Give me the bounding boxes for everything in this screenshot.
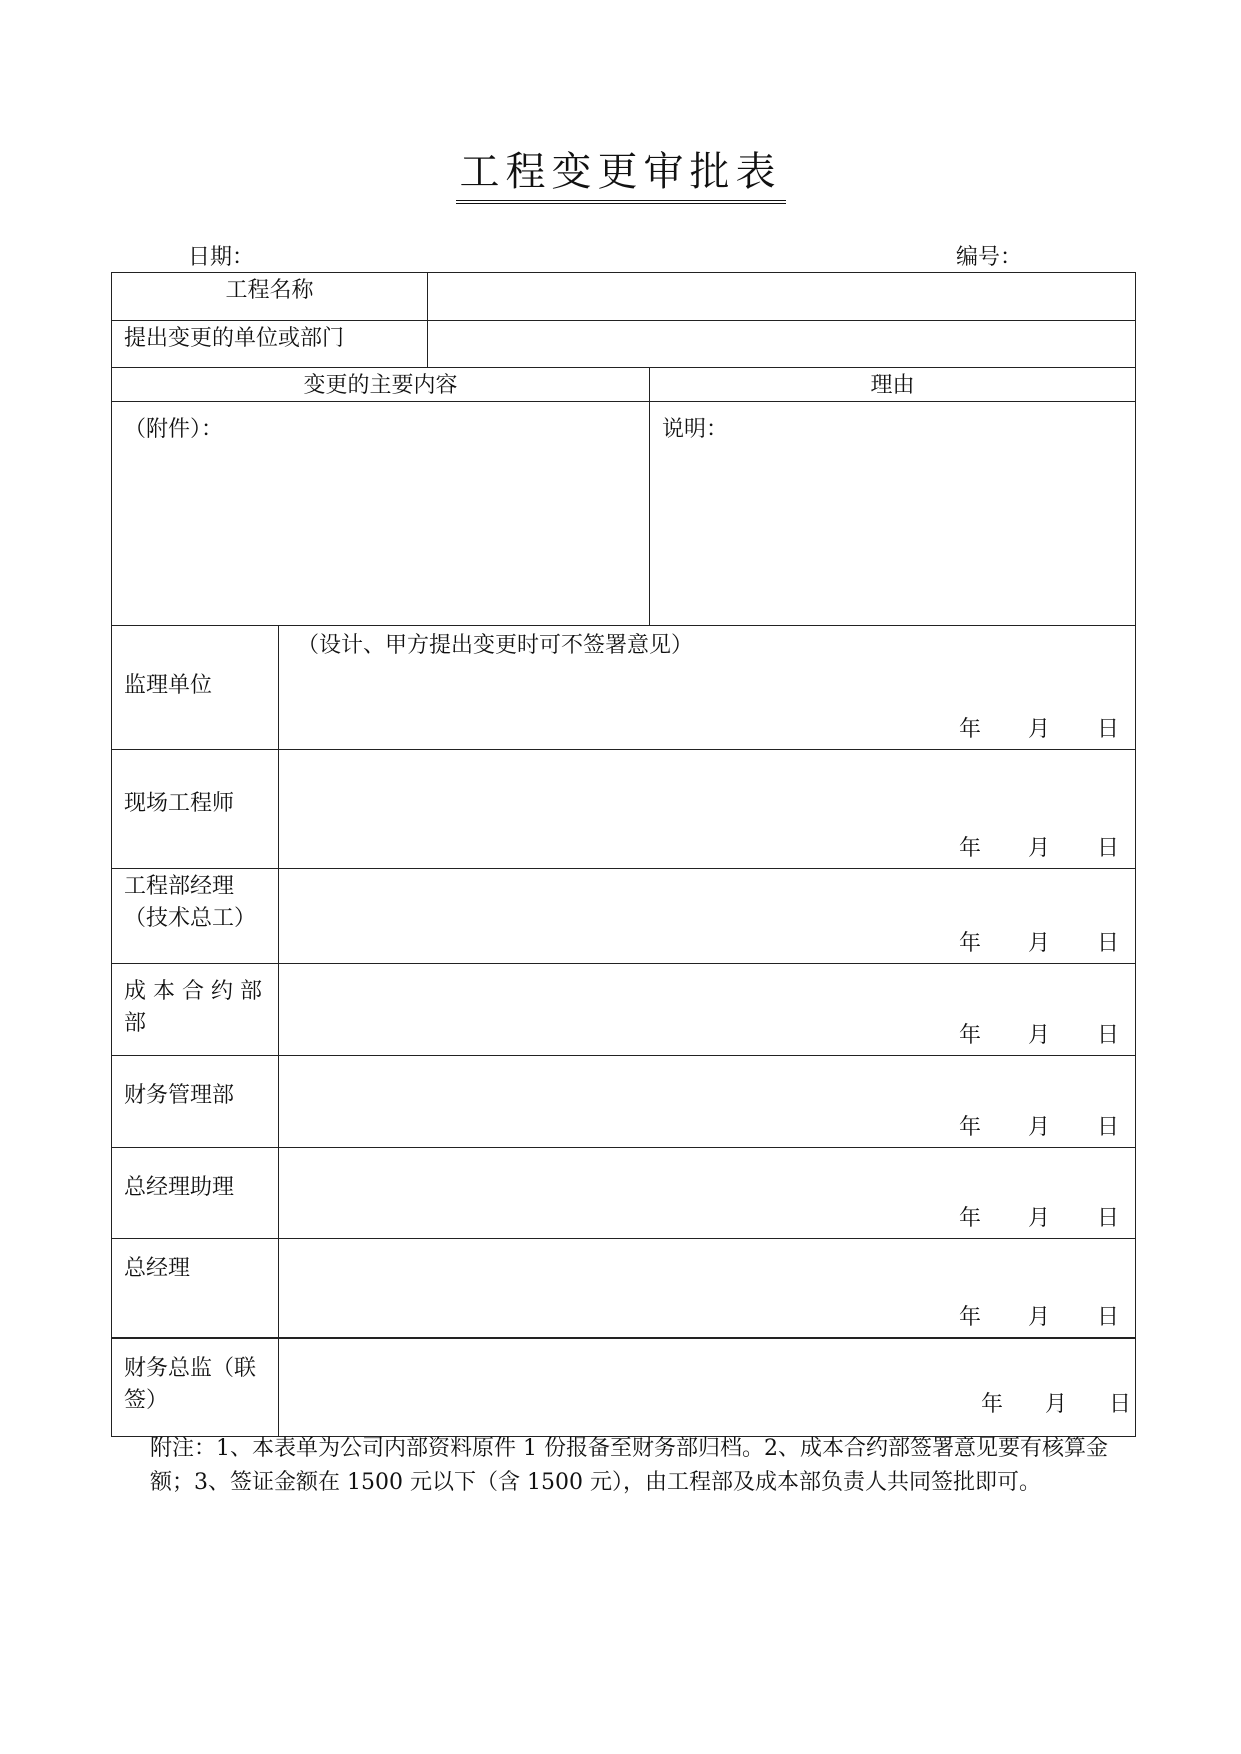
- sign-area: [279, 1239, 1135, 1337]
- explanation-field[interactable]: [650, 402, 1136, 626]
- approver-label: 监理单位: [124, 673, 213, 698]
- day-label: 日: [1096, 1206, 1119, 1231]
- sign-area: [279, 626, 1135, 749]
- approver-label: 工程部经理（技术总工）: [124, 874, 257, 931]
- project-name-row: [112, 273, 1136, 321]
- month-label: 月: [1028, 1023, 1051, 1048]
- content-header: 变更的主要内容: [303, 373, 458, 398]
- year-label: 年: [959, 1023, 982, 1048]
- sign-area: [279, 869, 1135, 963]
- approval-row: [112, 1148, 1136, 1239]
- day-label: 日: [1096, 931, 1119, 956]
- project-name-label-cell: [112, 273, 428, 321]
- month-label: 月: [1028, 1305, 1051, 1330]
- change-body-row: [112, 402, 1136, 626]
- attachment-field[interactable]: [112, 402, 650, 626]
- proposer-label: 提出变更的单位或部门: [124, 326, 345, 351]
- day-label: 日: [1096, 1023, 1119, 1048]
- month-label: 月: [1028, 931, 1051, 956]
- approval-row: [112, 1056, 1136, 1148]
- month-label: 月: [1028, 1206, 1051, 1231]
- year-label: 年: [959, 836, 982, 861]
- approval-row: [112, 1239, 1136, 1339]
- signature-field[interactable]: [279, 626, 1136, 750]
- date-stamp: [959, 712, 1119, 743]
- signature-field[interactable]: [279, 1338, 1136, 1437]
- sign-area: [279, 1148, 1135, 1238]
- date-stamp: [959, 1201, 1119, 1232]
- project-name-field[interactable]: [428, 273, 1136, 321]
- year-label: 年: [959, 931, 982, 956]
- month-label: 月: [1028, 1115, 1051, 1140]
- form-title: 工程变更审批表: [456, 150, 786, 204]
- day-label: 日: [1096, 1115, 1119, 1140]
- year-label: 年: [959, 717, 982, 742]
- explanation-label: 说明：: [662, 417, 729, 442]
- reason-header: 理由: [870, 373, 915, 398]
- date-stamp: [959, 1110, 1119, 1141]
- day-label: 日: [1096, 836, 1119, 861]
- year-label: 年: [959, 1115, 982, 1140]
- reason-header-cell: [650, 368, 1136, 402]
- sign-note: （设计、甲方提出变更时可不签署意见）: [297, 633, 694, 658]
- approval-row: [112, 626, 1136, 750]
- approver-label-cell: [112, 964, 279, 1056]
- proposer-label-cell: [112, 321, 428, 368]
- day-label: 日: [1096, 1305, 1119, 1330]
- date-label: 日期：: [188, 245, 255, 270]
- date-stamp: [959, 926, 1119, 957]
- sign-area: [279, 1339, 1135, 1436]
- approver-label-cell: [112, 869, 279, 964]
- approver-label: 财务总监（联签）: [124, 1356, 257, 1413]
- signature-field[interactable]: [279, 750, 1136, 869]
- project-name-label: 工程名称: [225, 278, 314, 303]
- sign-area: [279, 964, 1135, 1055]
- approver-label: 总经理助理: [124, 1175, 235, 1200]
- signature-field[interactable]: [279, 964, 1136, 1056]
- approval-row: [112, 1338, 1136, 1437]
- day-label: 日: [1108, 1392, 1131, 1417]
- approval-row: [112, 964, 1136, 1056]
- approver-label-cell: [112, 1056, 279, 1148]
- approver-label: 财务管理部: [124, 1083, 235, 1108]
- month-label: 月: [1028, 717, 1051, 742]
- sign-area: [279, 1056, 1135, 1147]
- approver-label-cell: [112, 1239, 279, 1339]
- approval-row: [112, 869, 1136, 964]
- date-stamp: [959, 1018, 1119, 1049]
- date-stamp: [959, 1300, 1119, 1331]
- date-stamp: [981, 1387, 1131, 1418]
- title-wrap: [0, 150, 1241, 204]
- year-label: 年: [981, 1392, 1004, 1417]
- approver-label: 总经理: [124, 1256, 191, 1281]
- approver-label-cell: [112, 1148, 279, 1239]
- signature-field[interactable]: [279, 1239, 1136, 1339]
- approver-label-cell: [112, 626, 279, 750]
- attachment-label: （附件）：: [124, 417, 224, 442]
- year-label: 年: [959, 1206, 982, 1231]
- month-label: 月: [1045, 1392, 1068, 1417]
- sign-area: [279, 750, 1135, 868]
- proposer-row: [112, 321, 1136, 368]
- change-header-row: [112, 368, 1136, 402]
- approval-row: [112, 750, 1136, 869]
- month-label: 月: [1028, 836, 1051, 861]
- footnote: 附注：1、本表单为公司内部资料原件 1 份报备至财务部归档。2、成本合约部签署意见要有核算金额；3、签证金额在 1500 元以下（含 1500 元），由工程部及成本部负责人共同签批即可。: [150, 1436, 1108, 1495]
- code-label: 编号：: [956, 245, 1023, 270]
- date-stamp: [959, 831, 1119, 862]
- day-label: 日: [1096, 717, 1119, 742]
- approval-form-table: [111, 272, 1136, 1437]
- approver-label-cell: [112, 750, 279, 869]
- proposer-field[interactable]: [428, 321, 1136, 368]
- approver-label: 现场工程师: [124, 791, 235, 816]
- signature-field[interactable]: [279, 869, 1136, 964]
- signature-field[interactable]: [279, 1056, 1136, 1148]
- content-header-cell: [112, 368, 650, 402]
- year-label: 年: [959, 1305, 982, 1330]
- approver-label-cell: [112, 1338, 279, 1437]
- approver-label: 成 本 合 约 部部: [124, 979, 262, 1036]
- signature-field[interactable]: [279, 1148, 1136, 1239]
